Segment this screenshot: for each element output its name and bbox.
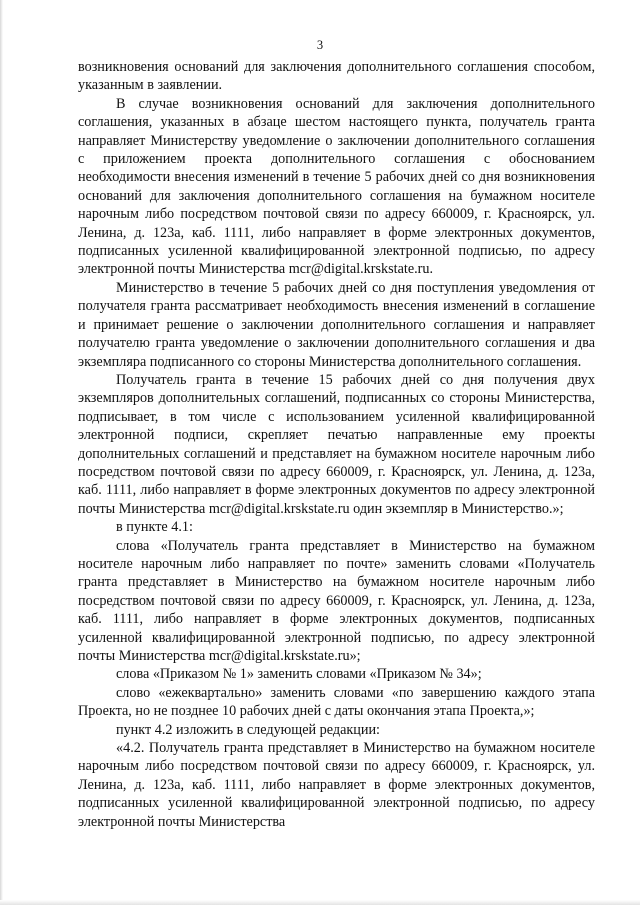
paragraph-ministry-review: Министерство в течение 5 рабочих дней со дня поступления уведомления от получателя гранта рассматривает необходимость внесения изменений в соглашение и принимает решение о заключении дополнительного соглашения и направляет получателю гранта уведомление о заключении дополнительного соглашения и два экземпляра подписанного со стороны Министерства дополнительного соглашения.: [78, 279, 595, 370]
scan-edge-shadow: [0, 0, 3, 905]
paragraph-continuation: возникновения оснований для заключения дополнительного соглашения способом, указанным в заявлении.: [78, 59, 595, 94]
paragraph-order-replacement: слова «Приказом № 1» заменить словами «Приказом № 34»;: [116, 666, 482, 683]
document-body: [78, 58, 595, 831]
paragraph-quarterly-replacement: слово «ежеквартально» заменить словами «по завершению каждого этапа Проекта, но не позднее 10 рабочих дней с даты окончания этапа Проекта,»;: [78, 684, 595, 720]
paragraph-item-4-2-text: «4.2. Получатель гранта представляет в Министерство на бумажном носителе нарочным либо посредством почтовой связи по адресу 660009, г. Красноярск, ул. Ленина, д. 123а, каб. 1111, либо направляет в форме электронных документов, подписанных усиленной квалифицированной электронной подписью, по адресу электронной почты Министерства: [78, 740, 595, 830]
paragraph-item-4-1-words-replacement: слова «Получатель гранта представляет в Министерство на бумажном носителе нарочным либо направляет по почте» заменить словами «Получатель гранта представляет в Министерство на бумажном носителе нарочным либо посредством почтовой связи по адресу 660009, г. Красноярск, ул. Ленина, д. 123а, каб. 1111, либо направляет в форме электронных документов, подписанных усиленной квалифицированной электронной подписью, по адресу электронной почты Министерства mcr@digital.krskstate.ru»;: [78, 537, 595, 664]
page-number: 3: [316, 38, 324, 52]
paragraph-item-4-2-heading: пункт 4.2 изложить в следующей редакции:: [116, 721, 380, 738]
scan-bottom-edge: [0, 900, 640, 905]
paragraph-notification-procedure: В случае возникновения оснований для заключения дополнительного соглашения, указанных в абзаце шестом настоящего пункта, получатель гранта направляет Министерству уведомление о заключении дополнительного соглашения с приложением проекта дополнительного соглашения с обоснованием необходимости внесения изменений в течение 5 рабочих дней со дня возникновения оснований для заключения дополнительного соглашения на бумажном носителе нарочным либо посредством почтовой связи по адресу 660009, г. Красноярск, ул. Ленина, д. 123а, каб. 1111, либо направляет в форме электронных документов, подписанных усиленной квалифицированной электронной подписью, по адресу электронной почты Министерства mcr@digital.krskstate.ru.: [78, 95, 595, 278]
paragraph-item-4-1-heading: в пункте 4.1:: [116, 519, 193, 536]
paragraph-grant-recipient-signing: Получатель гранта в течение 15 рабочих дней со дня получения двух экземпляров дополнительных соглашений, подписанных со стороны Министерства, подписывает, в том числе с использованием усиленной квалифицированной электронной подписи, скрепляет печатью направленные ему проекты дополнительных соглашений и представляет на бумажном носителе нарочным либо посредством почтовой связи по адресу 660009, г. Красноярск, ул. Ленина, д. 123а, каб. 1111, либо направляет в форме электронных документов по адресу электронной почты Министерства mcr@digital.krskstate.ru один экземпляр в Министерство.»;: [78, 371, 595, 517]
